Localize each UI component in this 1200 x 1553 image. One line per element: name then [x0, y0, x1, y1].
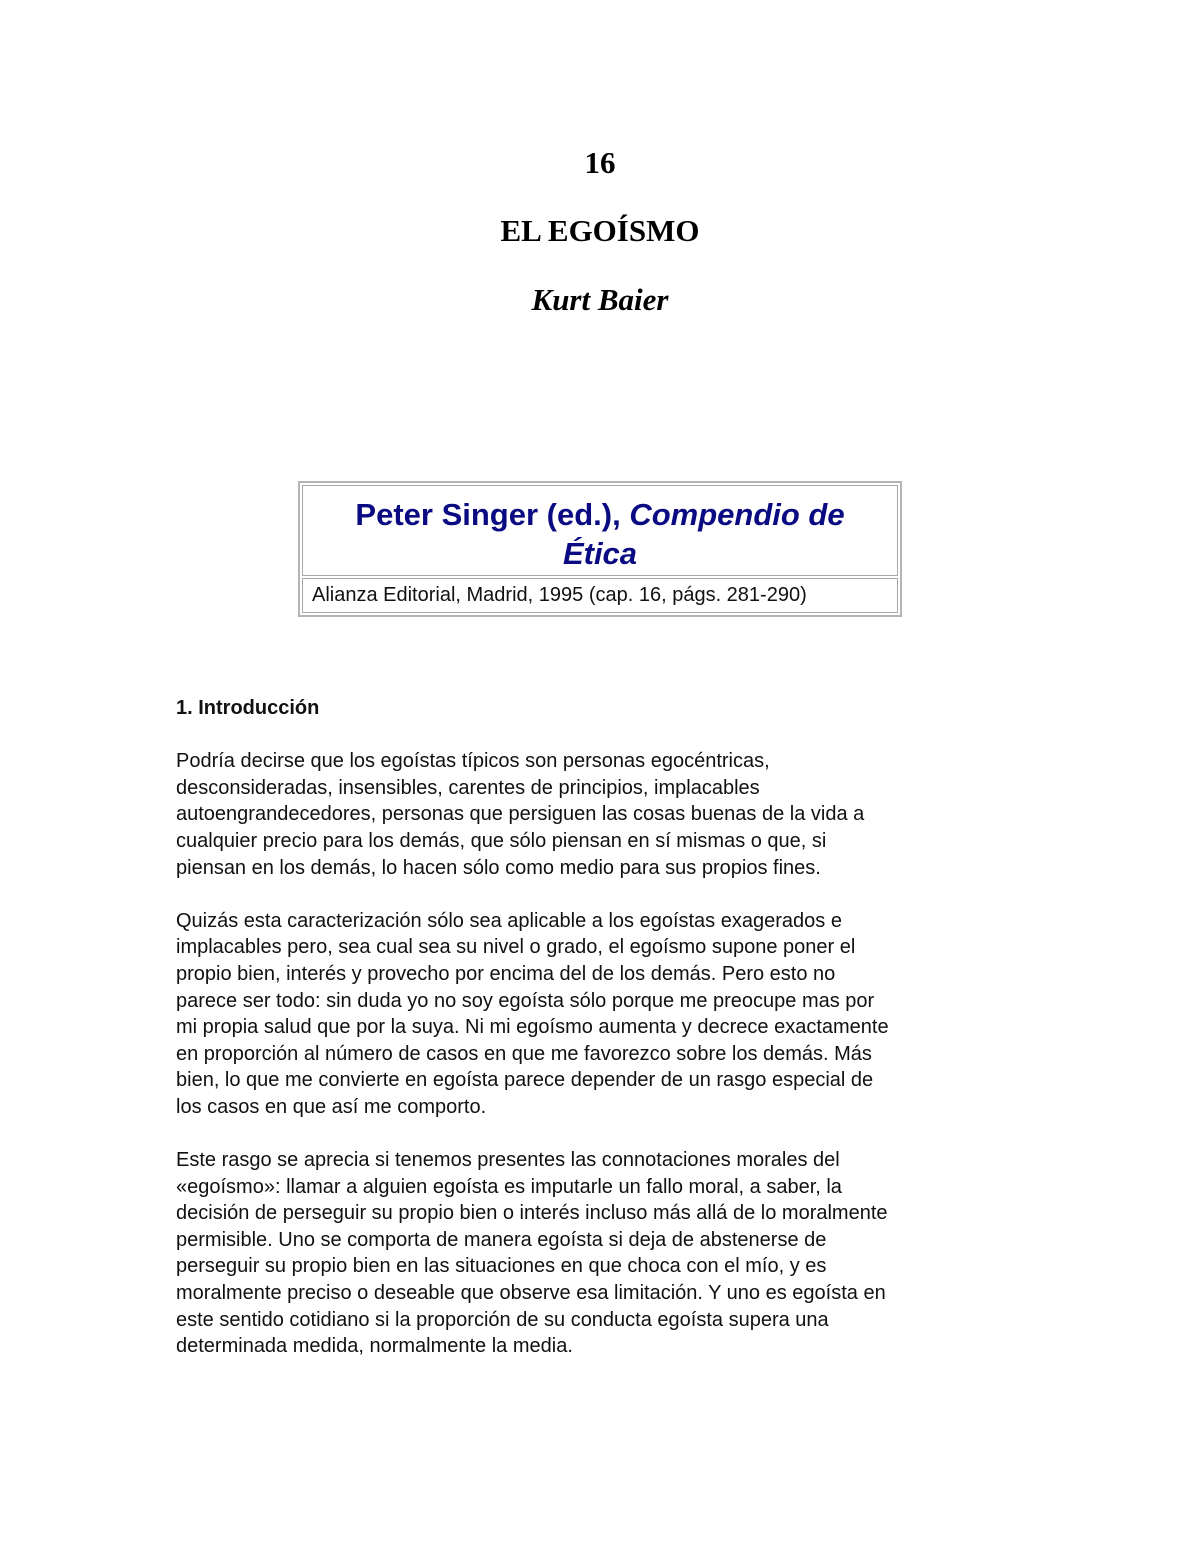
text-line: moralmente preciso o deseable que observe esa limitación. Y uno es egoísta en — [176, 1282, 886, 1305]
section-heading: 1. Introducción — [176, 697, 320, 719]
text-line: mi propia salud que por la suya. Ni mi egoísmo aumenta y decrece exactamente — [176, 1016, 889, 1039]
paragraph-3 — [176, 1147, 1036, 1360]
source-citation-box — [298, 481, 902, 617]
text-line: bien, lo que me convierte en egoísta parece depender de un rasgo especial de — [176, 1069, 874, 1092]
text-line: los casos en que así me comporto. — [176, 1095, 487, 1118]
source-editor: Peter Singer (ed.), — [355, 497, 630, 532]
chapter-number: 16 — [584, 145, 616, 180]
chapter-title: EL EGOÍSMO — [500, 213, 700, 248]
text-line: autoengrandecedores, personas que persiguen las cosas buenas de la vida a — [176, 803, 865, 826]
text-line: determinada medida, normalmente la media. — [176, 1335, 573, 1358]
text-line: propio bien, interés y provecho por encima del de los demás. Pero esto no — [176, 962, 836, 985]
text-line: decisión de perseguir su propio bien o interés incluso más allá de lo moralmente — [176, 1202, 888, 1225]
text-line: desconsideradas, insensibles, carentes de principios, implacables — [176, 776, 760, 799]
paragraph-1 — [176, 748, 1036, 881]
text-line: implacables pero, sea cual sea su nivel o grado, el egoísmo supone poner el — [176, 936, 856, 959]
text-line: parece ser todo: sin duda yo no soy egoísta sólo porque me preocupe mas por — [176, 989, 875, 1012]
source-title-cell — [302, 485, 898, 576]
text-line: Podría decirse que los egoístas típicos son personas egocéntricas, — [176, 750, 770, 773]
source-publisher-info: Alianza Editorial, Madrid, 1995 (cap. 16, págs. 281-290) — [302, 578, 898, 613]
text-line: «egoísmo»: llamar a alguien egoísta es imputarle un fallo moral, a saber, la — [176, 1175, 842, 1198]
text-line: Este rasgo se aprecia si tenemos presentes las connotaciones morales del — [176, 1149, 840, 1172]
source-book-title-line2: Ética — [562, 536, 638, 571]
article-content — [176, 695, 1036, 1386]
text-line: este sentido cotidiano si la proporción de su conducta egoísta supera una — [176, 1308, 829, 1331]
text-line: Quizás esta caracterización sólo sea aplicable a los egoístas exagerados e — [176, 909, 842, 932]
paragraph-2 — [176, 908, 1036, 1121]
text-line: en proporción al número de casos en que me favorezco sobre los demás. Más — [176, 1042, 872, 1065]
text-line: cualquier precio para los demás, que sólo piensan en sí mismas o que, si — [176, 829, 827, 852]
source-book-title-line1: Compendio de — [629, 497, 845, 532]
text-line: piensan en los demás, lo hacen sólo como medio para sus propios fines. — [176, 856, 821, 879]
author-name: Kurt Baier — [531, 282, 669, 317]
text-line: perseguir su propio bien en las situaciones en que choca con el mío, y es — [176, 1255, 827, 1278]
text-line: permisible. Uno se comporta de manera egoísta si deja de abstenerse de — [176, 1228, 827, 1251]
